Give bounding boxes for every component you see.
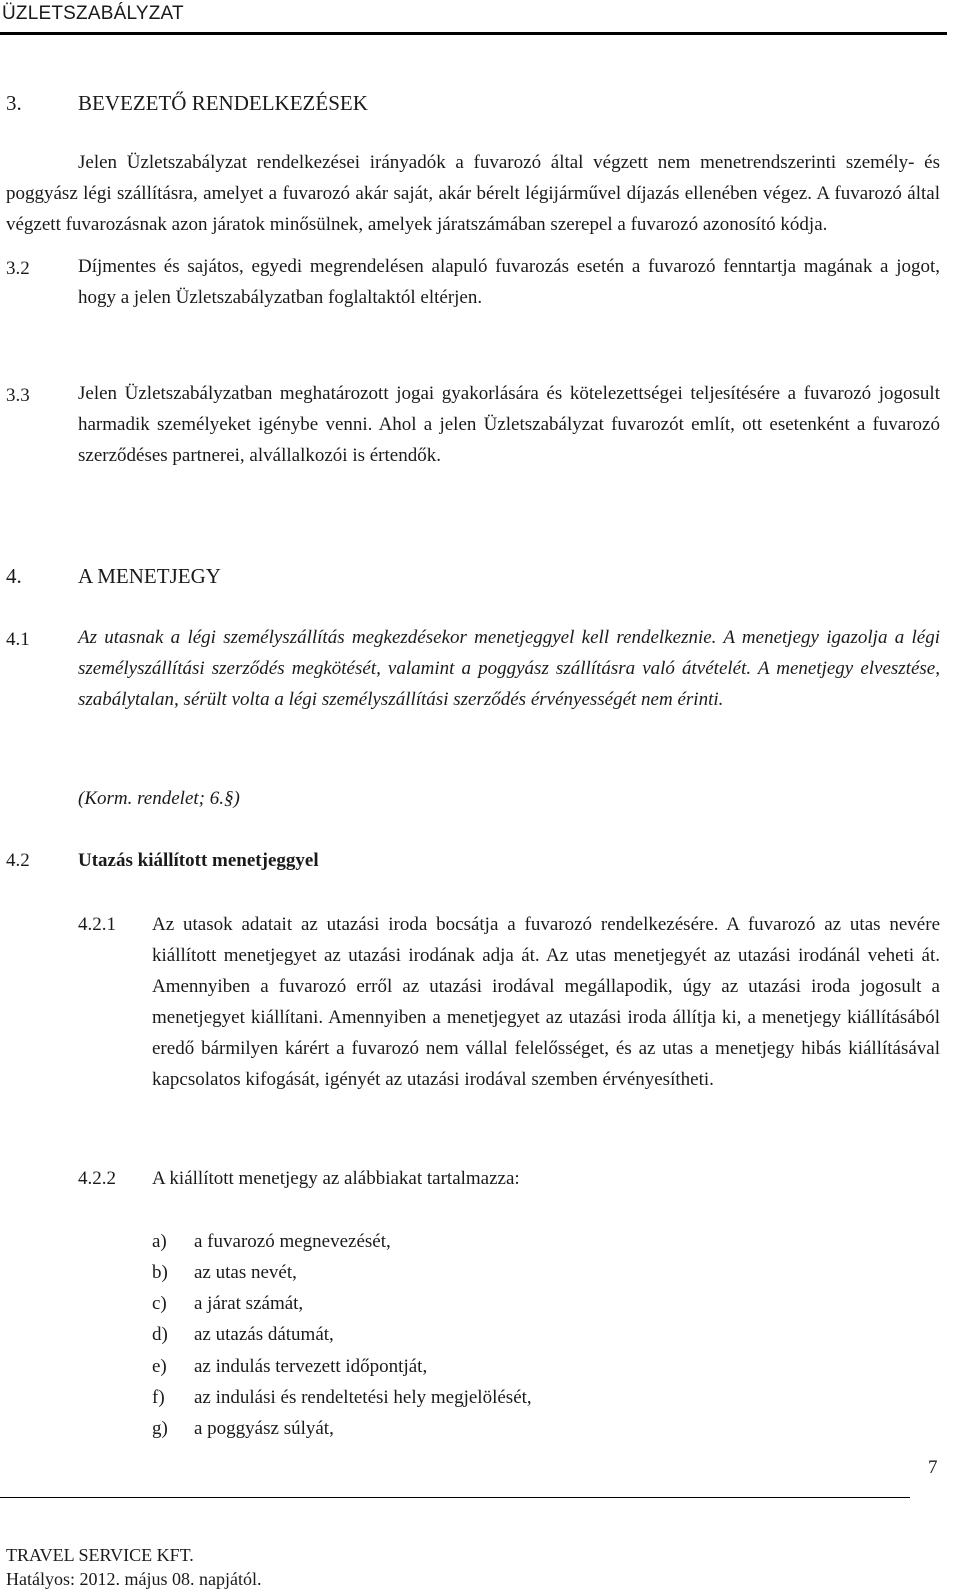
list-item-text: az indulási és rendeltetési hely megjelölését, [194,1387,532,1408]
list-item [152,1416,334,1442]
list-item [152,1229,391,1255]
paragraph-3-3-number: 3.3 [6,385,30,406]
list-item-label: b) [152,1262,168,1283]
paragraph-4-1-reference: (Korm. rendelet; 6.§) [78,788,240,809]
list-item-label: a) [152,1231,167,1252]
paragraph-3-1-text: Jelen Üzletszabályzat rendelkezései irányadók a fuvarozó által végzett nem menetrendszerinti személy- és poggyász légi szállításra, amelyet a fuvarozó akár saját, akár bérelt légijárművel díjazás ellenében végez. A fuvarozó által végzett fuvarozásnak azon járatok minősülnek, amelyek járatszámában szerepel a fuvarozó azonosító kódja. [6,152,940,235]
footer-effective-date: Hatályos: 2012. május 08. napjától. [6,1569,262,1589]
paragraph-4-1-number: 4.1 [6,629,30,650]
list-item-label: e) [152,1356,167,1377]
section-4-number: 4. [6,564,22,588]
list-item-text: az indulás tervezett időpontját, [194,1356,428,1377]
list-item-label: c) [152,1293,167,1314]
section-3-number: 3. [6,91,22,115]
paragraph-3-1 [6,147,940,240]
paragraph-4-2-title: Utazás kiállított menetjeggyel [78,850,319,871]
list-item [152,1291,303,1317]
list-item-label: g) [152,1418,168,1439]
list-item-text: a fuvarozó megnevezését, [194,1231,391,1252]
list-item-text: az utazás dátumát, [194,1324,334,1345]
list-item [152,1260,297,1286]
paragraph-4-2-1-number: 4.2.1 [78,914,116,935]
paragraph-4-2-number: 4.2 [6,850,30,871]
list-item [152,1385,532,1411]
header-rule [0,32,947,35]
footer-company: TRAVEL SERVICE KFT. [6,1545,194,1565]
document-header-title: ÜZLETSZABÁLYZAT [2,3,184,24]
list-item-label: f) [152,1387,165,1408]
paragraph-3-3-text: Jelen Üzletszabályzatban meghatározott jogai gyakorlására és kötelezettségei teljesítésére a fuvarozó jogosult harmadik személyeket igénybe venni. Ahol a jelen Üzletszabályzat fuvarozót említ, ott esetenként a fuvarozó szerződéses partnerei, alvállalkozói is értendők. [78,383,940,466]
list-item-text: a járat számát, [194,1293,304,1314]
paragraph-4-2-2-text: A kiállított menetjegy az alábbiakat tartalmazza: [152,1168,520,1189]
list-item-label: d) [152,1324,168,1345]
paragraph-3-2-number: 3.2 [6,258,30,279]
paragraph-3-2-text: Díjmentes és sajátos, egyedi megrendelésen alapuló fuvarozás esetén a fuvarozó fenntartja magának a jogot, hogy a jelen Üzletszabályzatban foglaltaktól eltérjen. [78,256,940,308]
paragraph-4-1-text: Az utasnak a légi személyszállítás megkezdésekor menetjeggyel kell rendelkeznie. A menetjegy igazolja a légi személyszállítási szerződés megkötését, valamint a poggyász szállításra való átvételét. A menetjegy elvesztése, szabálytalan, sérült volta a légi személyszállítási szerződés érvényességét nem érinti. [78,627,940,710]
list-item [152,1354,427,1380]
section-3-title: BEVEZETŐ RENDELKEZÉSEK [78,91,368,115]
paragraph-4-2-2-number: 4.2.2 [78,1168,116,1189]
section-4-title: A MENETJEGY [78,564,221,588]
list-item-text: a poggyász súlyát, [194,1418,334,1439]
page-number: 7 [928,1457,938,1478]
paragraph-4-2-1-text: Az utasok adatait az utazási iroda bocsátja a fuvarozó rendelkezésére. A fuvarozó az utas nevére kiállított menetjegyet az utazási irodának adja át. Az utas menetjegyét az utazási irodánál veheti át. Amennyiben a fuvarozó erről az utazási irodával megállapodik, úgy az utazási iroda jogosult a menetjegyet kiállítani. Amennyiben a menetjegyet az utazási iroda állítja ki, a menetjegy kiállításából eredő bármilyen kárért a fuvarozó nem vállal felelősséget, és az utas a menetjegy hibás kiállításával kapcsolatos kifogását, igényét az utazási irodával szemben érvényesítheti. [152,914,940,1090]
list-item-text: az utas nevét, [194,1262,297,1283]
list-item [152,1322,334,1348]
footer-rule [0,1497,910,1498]
